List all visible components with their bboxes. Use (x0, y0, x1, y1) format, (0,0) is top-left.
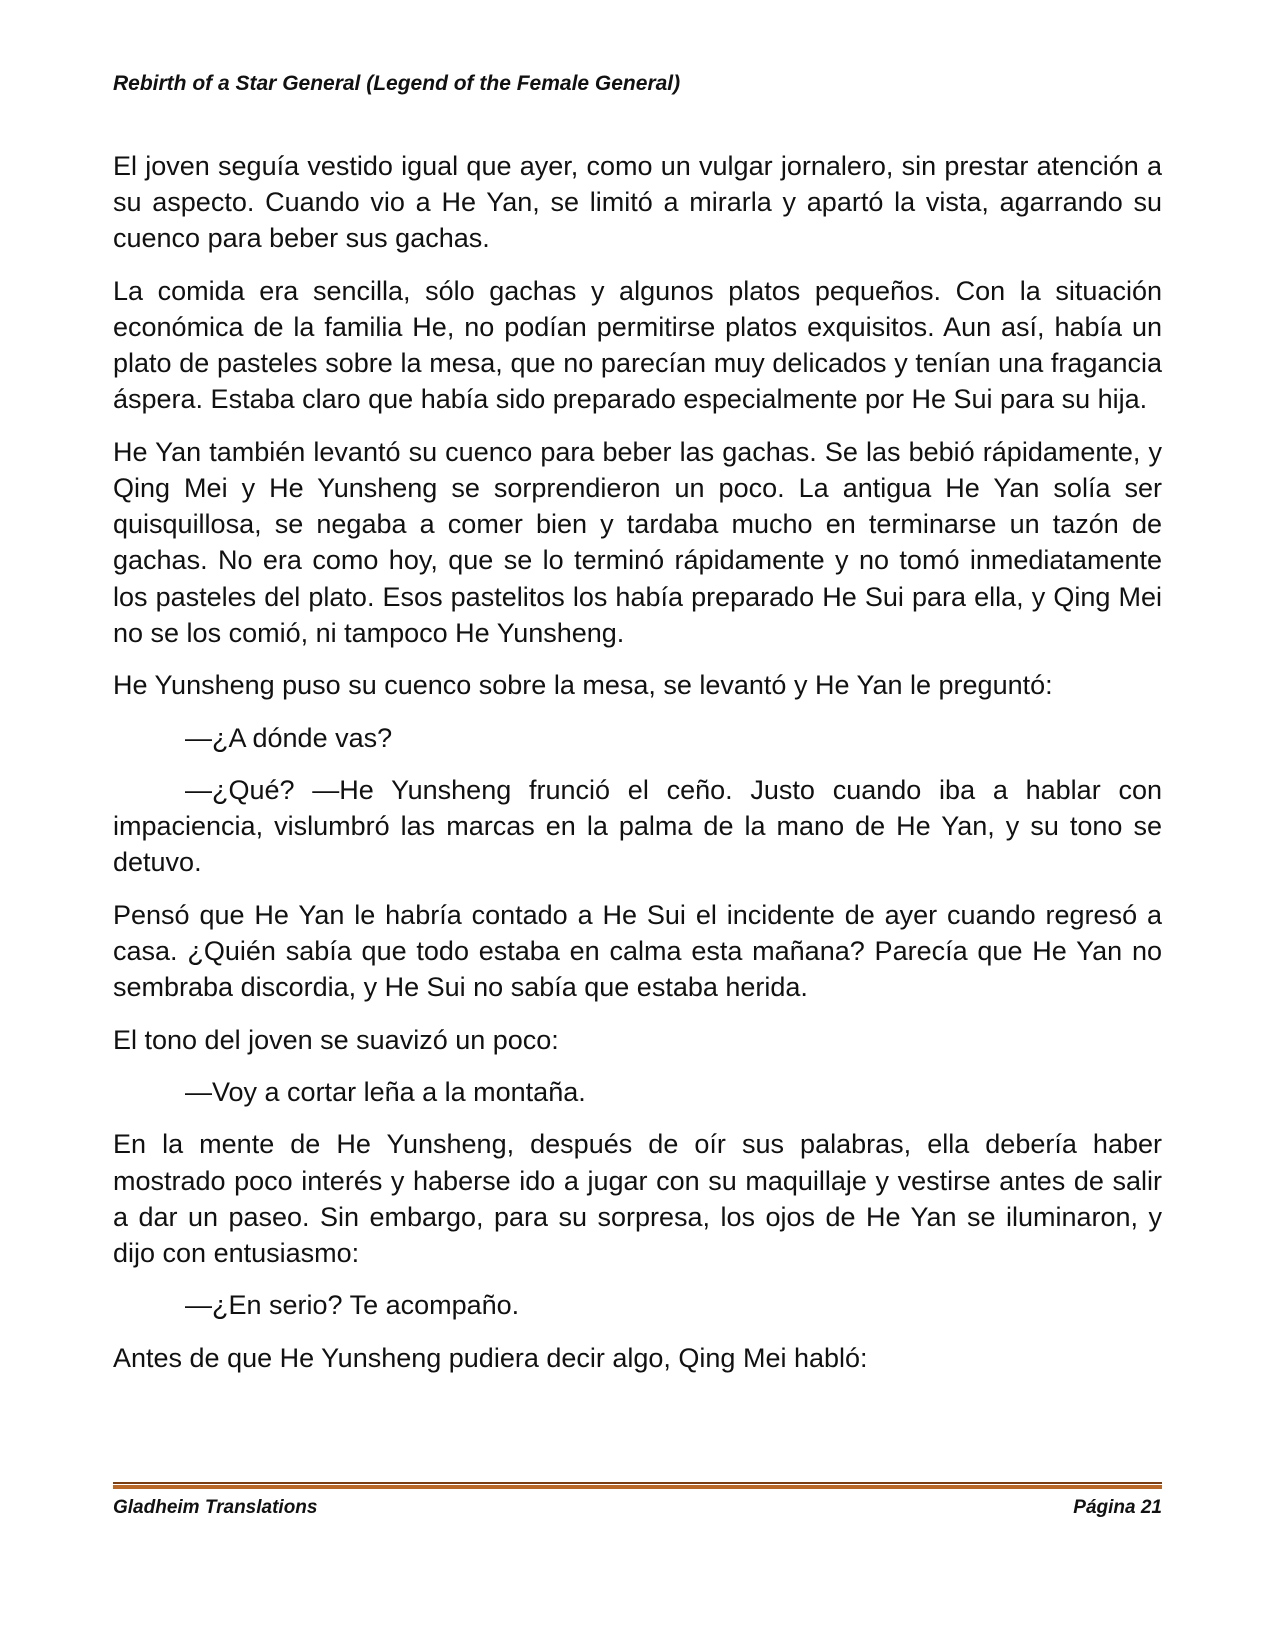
dialogue-line: —¿Qué? —He Yunsheng frunció el ceño. Justo cuando iba a hablar con impaciencia, vislumbró las marcas en la palma de la mano de He Yan, y su tono se detuvo. (113, 774, 1162, 878)
footer-rule-thin (113, 1482, 1162, 1484)
paragraph: El joven seguía vestido igual que ayer, como un vulgar jornalero, sin prestar atención a su aspecto. Cuando vio a He Yan, se limitó a mirarla y apartó la vista, agarrando su cuenco para beber sus gachas. (113, 151, 1162, 254)
dialogue-line: —¿A dónde vas? (185, 722, 393, 753)
paragraph: He Yan también levantó su cuenco para beber las gachas. Se las bebió rápidamente, y Qing Mei y He Yunsheng se sorprendieron un poco. La antigua He Yan solía ser quisquillosa, se negaba a comer bien y tardaba mucho en terminarse un tazón de gachas. No era como hoy, que se lo terminó rápidamente y no tomó inmediatamente los pasteles del plato. Esos pastelitos los había preparado He Sui para ella, y Qing Mei no se los comió, ni tampoco He Yunsheng. (113, 436, 1162, 648)
footer-rule-thick (113, 1485, 1162, 1489)
paragraph: El tono del joven se suavizó un poco: (113, 1024, 559, 1055)
footer-rule (113, 1482, 1162, 1489)
paragraph: En la mente de He Yunsheng, después de oír sus palabras, ella debería haber mostrado poco interés y haberse ido a jugar con su maquillaje y vestirse antes de salir a dar un paseo. Sin embargo, para su sorpresa, los ojos de He Yan se iluminaron, y dijo con entusiasmo: (113, 1129, 1162, 1268)
footer-page-number: Página 21 (1073, 1497, 1162, 1518)
footer-translator: Gladheim Translations (113, 1497, 318, 1518)
body-text (113, 148, 1162, 1392)
dialogue-line: —Voy a cortar leña a la montaña. (185, 1076, 586, 1107)
running-header: Rebirth of a Star General (Legend of the Female General) (113, 72, 681, 95)
dialogue-line: —¿En serio? Te acompaño. (185, 1290, 520, 1321)
paragraph: La comida era sencilla, sólo gachas y algunos platos pequeños. Con la situación económica de la familia He, no podían permitirse platos exquisitos. Aun así, había un plato de pasteles sobre la mesa, que no parecían muy delicados y tenían una fragancia áspera. Estaba claro que había sido preparado especialmente por He Sui para su hija. (113, 275, 1162, 415)
paragraph: Pensó que He Yan le habría contado a He Sui el incidente de ayer cuando regresó a casa. ¿Quién sabía que todo estaba en calma esta mañana? Parecía que He Yan no sembraba discordia, y He Sui no sabía que estaba herida. (113, 899, 1162, 1003)
paragraph: He Yunsheng puso su cuenco sobre la mesa, se levantó y He Yan le preguntó: (113, 670, 1053, 701)
paragraph: Antes de que He Yunsheng pudiera decir algo, Qing Mei habló: (113, 1342, 868, 1373)
